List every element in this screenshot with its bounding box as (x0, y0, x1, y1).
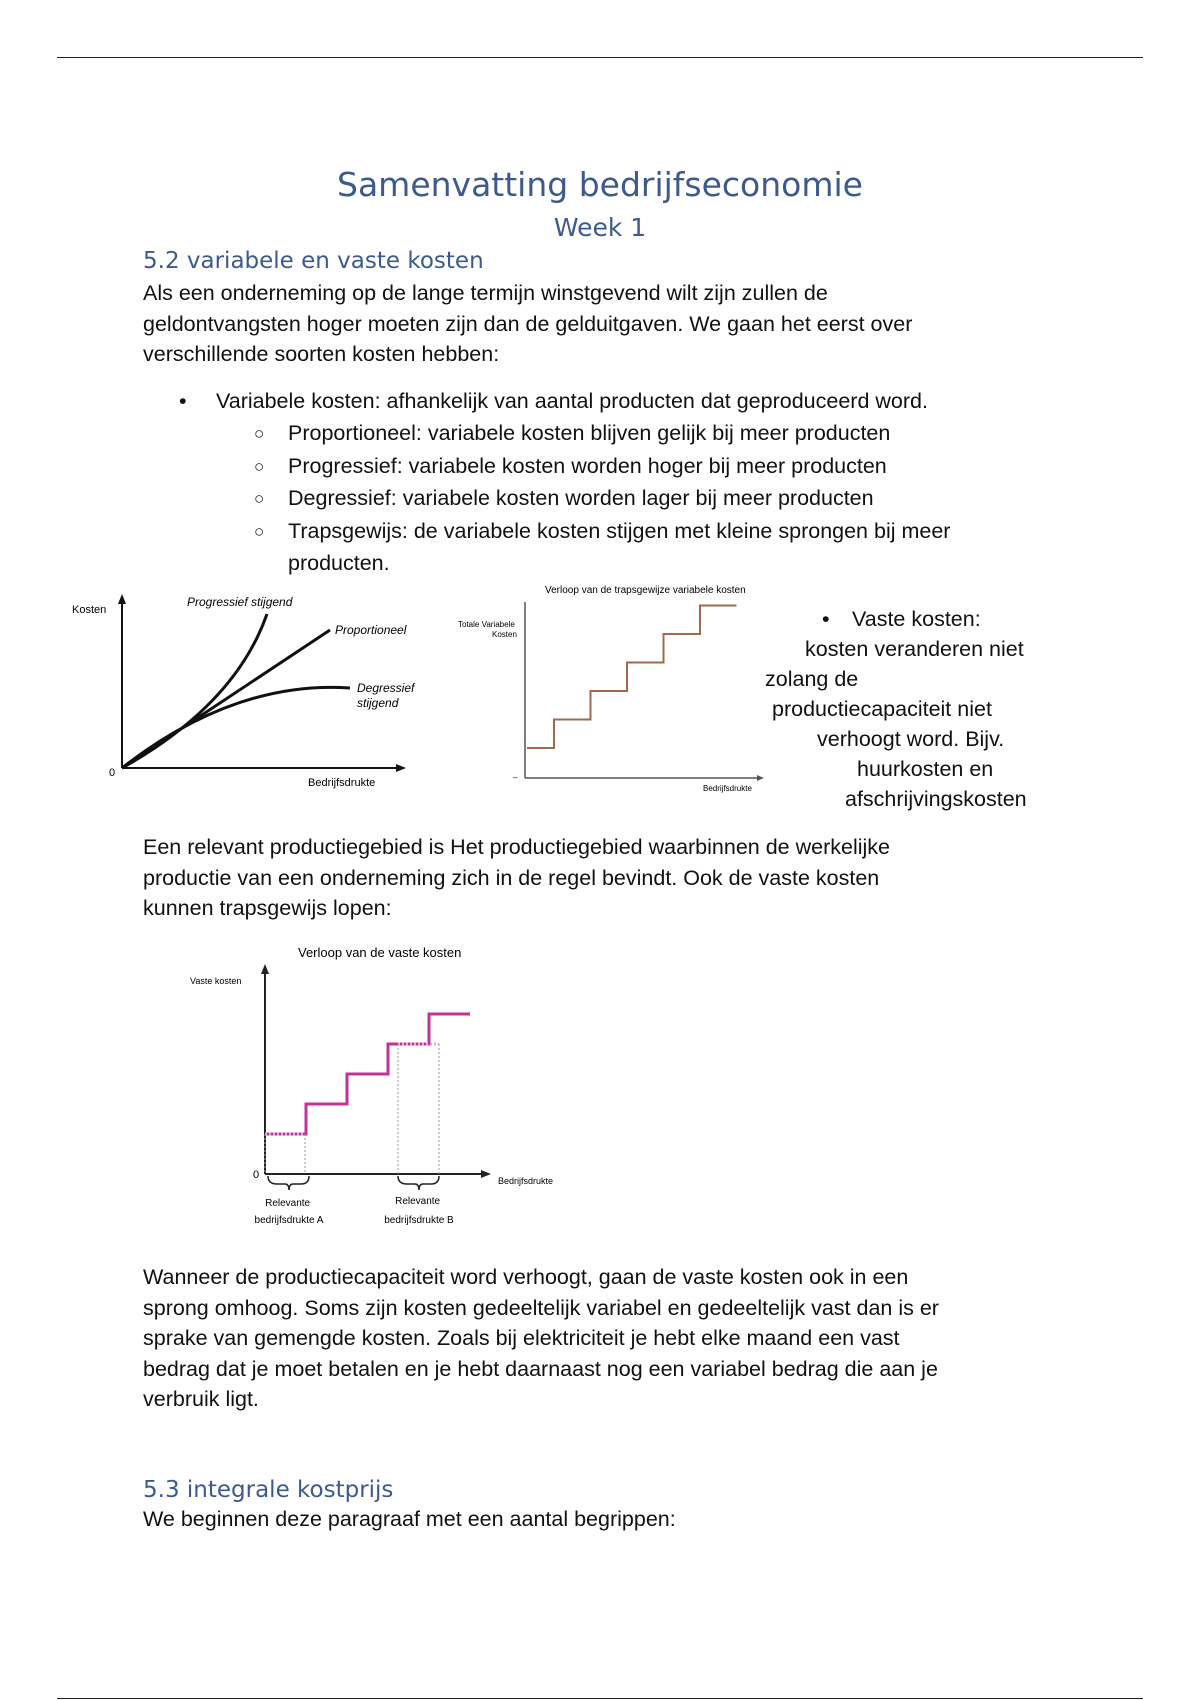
intro-line: geldontvangsten hoger moeten zijn dan de gelduitgaven. We gaan het eerst over (143, 311, 913, 336)
capacity-line: bedrag dat je moet betalen en je hebt daarnaast nog een variabel bedrag die aan je (143, 1356, 938, 1381)
side-bullet-line-text: Vaste kosten: (852, 607, 981, 631)
capacity-line: sprong omhoog. Soms zijn kosten gedeeltelijk variabel en gedeeltelijk vast dan is er (143, 1295, 939, 1320)
chart1-series-degressief (122, 687, 350, 768)
chart1-xlabel: Bedrijfsdrukte (308, 777, 376, 789)
sub-bullet-text: Degressief: variabele kosten worden lager bij meer producten (288, 486, 874, 510)
chart1-ylabel: Kosten (72, 604, 107, 616)
section-heading-5-3: 5.3 integrale kostprijs (143, 1477, 394, 1503)
document-title: Samenvatting bedrijfseconomie (337, 165, 863, 204)
side-bullet-line: huurkosten en (857, 757, 994, 781)
intro-line: verschillende soorten kosten hebben: (143, 342, 500, 366)
chart3-x-arrow (481, 1170, 491, 1178)
chart3-brace-b (398, 1176, 439, 1190)
intro-line: Als een onderneming op de lange termijn winstgevend wilt zijn zullen de (143, 281, 828, 305)
relevant-paragraph (143, 832, 1063, 924)
chart1-legend-degressief-part: stijgend (357, 696, 399, 710)
chart1-origin-label: 0 (109, 767, 116, 779)
chart3-brace-a (268, 1176, 309, 1190)
chart2-step-series (527, 606, 737, 749)
section-5-3-intro-line: We beginnen deze paragraaf met een aantal begrippen: (143, 1507, 676, 1531)
chart2-origin-tick: – (513, 773, 518, 782)
relevant-line: Een relevant productiegebied is Het productiegebied waarbinnen de werkelijke (143, 835, 890, 859)
cost-type-list (143, 385, 1063, 580)
chart3-relevant-b-part: bedrijfsdrukte B (384, 1215, 454, 1226)
list-item-variabele-kosten (143, 385, 1063, 417)
side-bullet-line: kosten veranderen niet (805, 637, 1024, 661)
chart-cost-curves (65, 590, 445, 790)
chart3-y-arrow (261, 964, 269, 974)
list-item (143, 417, 1063, 450)
side-bullet-line: productiecapaciteit niet (772, 697, 992, 721)
intro-paragraph (143, 278, 1063, 370)
bullet-text: Variabele kosten: afhankelijk van aantal producten dat geproduceerd word. (216, 389, 928, 413)
list-item (143, 515, 1063, 580)
chart2-ylabel (458, 620, 517, 639)
section-heading-5-2: 5.2 variabele en vaste kosten (143, 248, 484, 274)
chart-stepwise-variable-costs (455, 582, 790, 797)
chart1-legend-degressief-part: Degressief (357, 681, 415, 695)
top-rule (57, 57, 1143, 58)
chart1-legend-progressief: Progressief stijgend (187, 595, 293, 609)
circle-bullet-icon: ○ (254, 456, 265, 476)
chart1-series-progressief (122, 614, 267, 768)
side-bullet-line: verhoogt word. Bijv. (817, 727, 1005, 751)
chart2-ylabel-part: Kosten (492, 630, 517, 639)
capacity-paragraph (143, 1262, 1063, 1415)
chart-fixed-costs (185, 942, 585, 1232)
capacity-line: sprake van gemengde kosten. Zoals bij elektriciteit je hebt elke maand een vast (143, 1326, 900, 1350)
bullet-icon: • (822, 607, 830, 631)
side-bullet-line: zolang de (765, 667, 859, 691)
sub-bullet-text: Progressief: variabele kosten worden hoger bij meer producten (288, 453, 887, 478)
relevant-line: kunnen trapsgewijs lopen: (143, 896, 392, 920)
capacity-line: Wanneer de productiecapaciteit word verhoogt, gaan de vaste kosten ook in een (143, 1265, 909, 1289)
side-bullet-line: afschrijvingskosten (845, 787, 1027, 811)
chart3-xlabel: Bedrijfsdrukte (498, 1176, 554, 1186)
chart3-ylabel: Vaste kosten (190, 976, 242, 986)
sub-bullet-text: Trapsgewijs: de variabele kosten stijgen met kleine sprongen bij meer (288, 518, 951, 543)
sub-bullet-text: Proportioneel: variabele kosten blijven gelijk bij meer producten (288, 421, 891, 445)
chart2-xlabel: Bedrijfsdrukte (703, 784, 752, 793)
list-item (143, 482, 1063, 515)
sub-bullet-text: producten. (288, 551, 390, 575)
chart3-origin-label: 0 (253, 1169, 260, 1181)
chart3-relevant-a-label (255, 1198, 324, 1226)
fixed-costs-bullet (760, 604, 1090, 814)
circle-bullet-icon: ○ (254, 489, 265, 508)
chart3-relevant-b-part: Relevante (395, 1196, 441, 1207)
document-subtitle: Week 1 (553, 213, 647, 242)
variable-subtypes-list (143, 417, 1063, 580)
chart1-legend-proportioneel: Proportioneel (335, 623, 407, 637)
capacity-line: verbruik ligt. (143, 1387, 259, 1411)
chart3-relevant-a-part: bedrijfsdrukte A (254, 1215, 324, 1226)
chart3-relevant-b-label (384, 1196, 454, 1226)
circle-bullet-icon: ○ (254, 424, 265, 443)
chart2-ylabel-part: Totale Variabele (458, 620, 515, 629)
side-bullet-line (760, 604, 1090, 634)
chart3-steps (265, 1014, 470, 1174)
bullet-icon: • (179, 389, 187, 413)
bottom-rule (57, 1698, 1143, 1699)
relevant-line: productie van een onderneming zich in de regel bevindt. Ook de vaste kosten (143, 865, 880, 890)
chart2-title: Verloop van de trapsgewijze variabele kosten (545, 585, 746, 596)
circle-bullet-icon: ○ (254, 521, 265, 541)
section-5-3-intro (143, 1504, 1063, 1535)
chart3-title: Verloop van de vaste kosten (298, 945, 462, 960)
chart3-relevant-a-part: Relevante (265, 1198, 311, 1209)
list-item (143, 450, 1063, 483)
chart1-y-arrow (118, 594, 126, 604)
chart1-x-arrow (396, 764, 406, 772)
chart1-legend-degressief (357, 681, 418, 710)
chart2-steps (527, 606, 737, 749)
